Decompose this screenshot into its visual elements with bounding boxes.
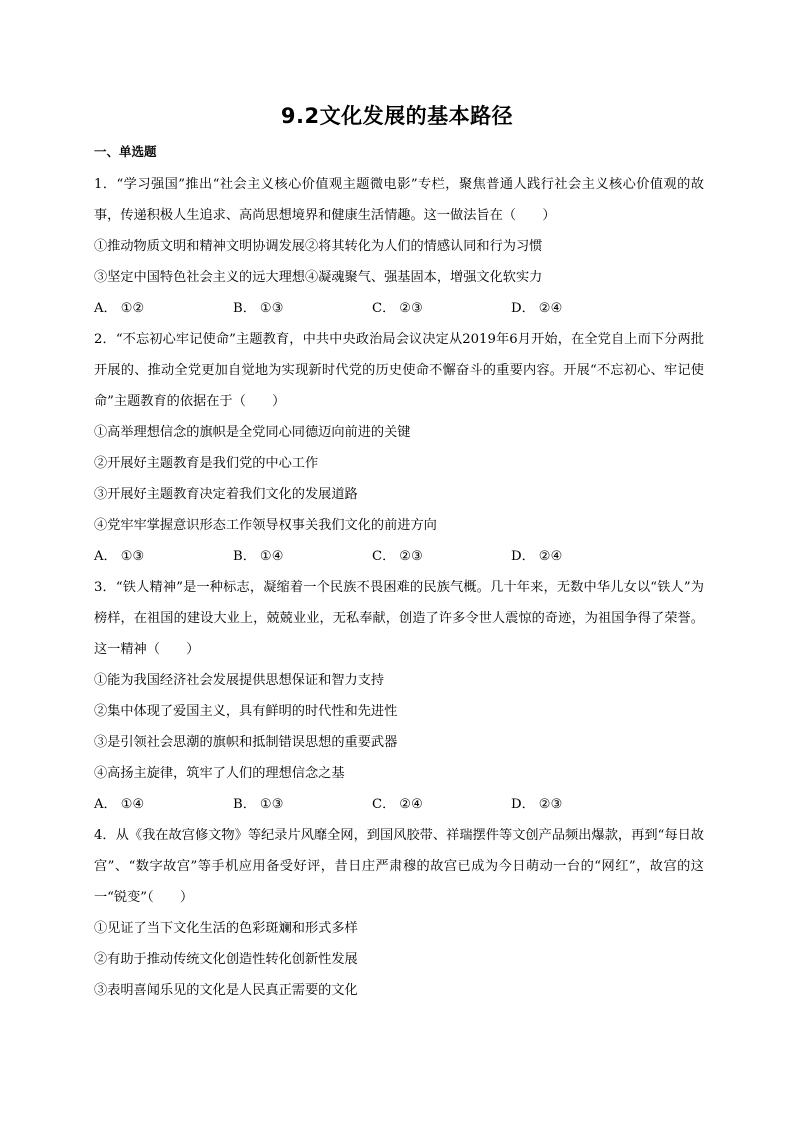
choice-answer: ①④ — [259, 549, 284, 564]
answer-choices — [94, 541, 704, 572]
choice-d[interactable] — [511, 293, 650, 324]
choice-answer: ①③ — [259, 301, 284, 316]
choice-d[interactable] — [511, 789, 650, 820]
choice-a[interactable] — [94, 789, 233, 820]
choice-a[interactable] — [94, 293, 233, 324]
choice-b[interactable] — [233, 541, 372, 572]
statement-line: ②开展好主题教育是我们党的中心工作 — [94, 456, 319, 471]
choice-a[interactable] — [94, 541, 233, 572]
choice-answer: ①④ — [120, 797, 145, 812]
choice-letter: D． — [511, 797, 535, 812]
choice-b[interactable] — [233, 293, 372, 324]
question-1 — [94, 169, 704, 324]
choice-d[interactable] — [511, 541, 650, 572]
question-stem: 4．从《我在故宫修文物》等纪录片风靡全网，到国风胶带、祥瑞摆件等文创产品频出爆款，再到“每日故宫”、“数字故宫”等手机应用备受好评，昔日庄严肃穆的故宫已成为今日萌动一台的“网红”，故宫的这一“锐变”（ ） — [94, 828, 704, 905]
question-stem: 3．“铁人精神”是一种标志，凝缩着一个民族不畏困难的民族气概。几十年来，无数中华儿女以“铁人”为榜样，在祖国的建设大业上，兢兢业业，无私奉献，创造了许多令世人震惊的奇迹，为祖国争得了荣誉。这一精神（ ） — [94, 580, 704, 657]
statement-line: ③是引领社会思潮的旗帜和抵制错误思想的重要武器 — [94, 735, 398, 750]
choice-answer: ②④ — [538, 549, 563, 564]
statement-line: ④高扬主旋律，筑牢了人们的理想信念之基 — [94, 766, 345, 781]
statement-line: ②集中体现了爱国主义，具有鲜明的时代性和先进性 — [94, 704, 398, 719]
question-stem: 1．“学习强国”推出“社会主义核心价值观主题微电影”专栏，聚焦普通人践行社会主义核心价值观的故事，传递积极人生追求、高尚思想境界和健康生活情趣。这一做法旨在（ ） — [94, 177, 704, 223]
statement-line: ④党牢牢掌握意识形态工作领导权事关我们文化的前进方向 — [94, 518, 437, 533]
answer-choices — [94, 293, 704, 324]
statement-line: ②有助于推动传统文化创造性转化创新性发展 — [94, 952, 358, 967]
question-list — [94, 144, 704, 1006]
statement-line: ①能为我国经济社会发展提供思想保证和智力支持 — [94, 673, 385, 688]
question-3 — [94, 572, 704, 820]
choice-letter: A． — [94, 301, 117, 316]
section-heading: 一、单选题 — [94, 144, 157, 159]
question-stem: 2．“不忘初心牢记使命”主题教育，中共中央政治局会议决定从2019年6月开始，在全党自上而下分两批开展的、推动全党更加自觉地为实现新时代党的历史使命不懈奋斗的重要内容。开展“不忘初心、牢记使命”主题教育的依据在于（ ） — [94, 332, 704, 409]
choice-answer: ②③ — [538, 797, 563, 812]
statement-line: ③表明喜闻乐见的文化是人民真正需要的文化 — [94, 983, 358, 998]
statement-line: ①推动物质文明和精神文明协调发展②将其转化为人们的情感认同和行为习惯 — [94, 239, 543, 254]
choice-answer: ②③ — [399, 301, 423, 316]
choice-answer: ①③ — [259, 797, 284, 812]
choice-letter: B． — [233, 549, 256, 564]
choice-c[interactable] — [372, 789, 511, 820]
choice-letter: D． — [511, 549, 535, 564]
choice-c[interactable] — [372, 541, 511, 572]
statement-line: ①高举理想信念的旗帜是全党同心同德迈向前进的关键 — [94, 425, 411, 440]
choice-letter: C． — [372, 301, 396, 316]
answer-choices — [94, 789, 704, 820]
choice-letter: A． — [94, 549, 117, 564]
choice-letter: A． — [94, 797, 117, 812]
choice-answer: ①③ — [120, 549, 145, 564]
choice-answer: ②③ — [399, 549, 423, 564]
choice-answer: ②④ — [399, 797, 423, 812]
choice-b[interactable] — [233, 789, 372, 820]
question-4 — [94, 820, 704, 1006]
choice-letter: C． — [372, 549, 396, 564]
choice-answer: ②④ — [538, 301, 563, 316]
choice-letter: D． — [511, 301, 535, 316]
statement-line: ③开展好主题教育决定着我们文化的发展道路 — [94, 487, 358, 502]
choice-answer: ①② — [120, 301, 145, 316]
page-title: 9.2文化发展的基本路径 — [280, 104, 514, 128]
choice-c[interactable] — [372, 293, 511, 324]
statement-line: ①见证了当下文化生活的色彩斑斓和形式多样 — [94, 921, 358, 936]
choice-letter: B． — [233, 301, 256, 316]
choice-letter: B． — [233, 797, 256, 812]
choice-letter: C． — [372, 797, 396, 812]
statement-line: ③坚定中国特色社会主义的远大理想④凝魂聚气、强基固本，增强文化软实力 — [94, 270, 543, 285]
question-2 — [94, 324, 704, 572]
